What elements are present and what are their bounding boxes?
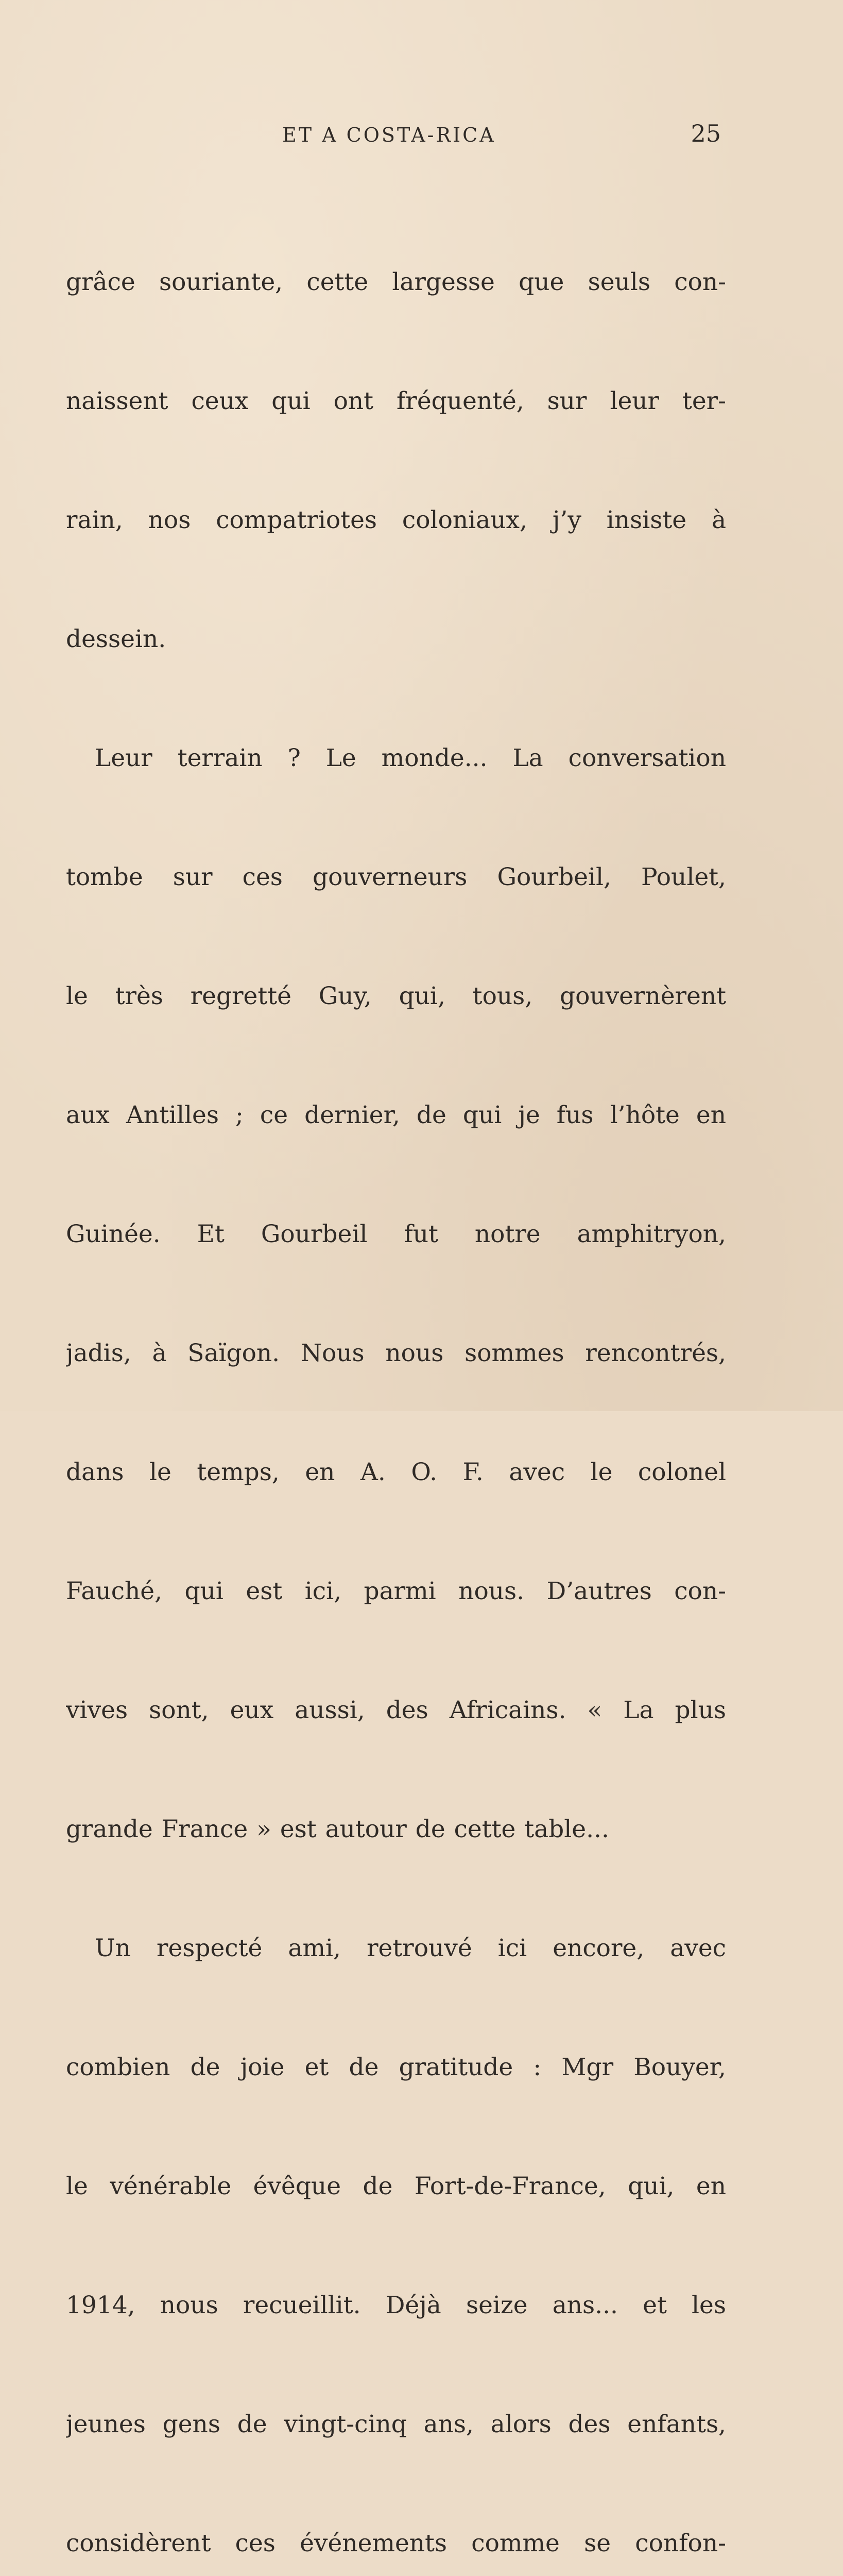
text-line: jeunes gens de vingt-cinq ans, alors des enfants, <box>66 2410 726 2438</box>
text-line: le très regretté Guy, qui, tous, gouvernèrent <box>66 982 726 1010</box>
text-line: grâce souriante, cette largesse que seuls con- <box>66 268 726 296</box>
text-line: jadis, à Saïgon. Nous nous sommes rencontrés, <box>66 1339 726 1367</box>
text-line: Un respecté ami, retrouvé ici encore, avec <box>95 1934 726 1962</box>
page-number: 25 <box>691 120 721 147</box>
text-line: dans le temps, en A. O. F. avec le colonel <box>66 1458 726 1486</box>
text-line: dessein. <box>66 625 166 653</box>
text-line: le vénérable évêque de Fort-de-France, qui, en <box>66 2172 726 2200</box>
body-text <box>66 183 726 2576</box>
text-line: combien de joie et de gratitude : Mgr Bouyer, <box>66 2053 726 2081</box>
text-line: naissent ceux qui ont fréquenté, sur leur ter- <box>66 387 726 415</box>
running-head: ET A COSTA-RICA <box>282 124 496 146</box>
text-line: Leur terrain ? Le monde... La conversation <box>95 744 726 772</box>
text-line: rain, nos compatriotes coloniaux, j’y insiste à <box>66 506 726 534</box>
text-line: considèrent ces événements comme se confon- <box>66 2529 726 2557</box>
text-line: grande France » est autour de cette table... <box>66 1815 609 1843</box>
text-line: vives sont, eux aussi, des Africains. « La plus <box>66 1696 726 1724</box>
text-line: aux Antilles ; ce dernier, de qui je fus l’hôte en <box>66 1101 726 1129</box>
text-line: Guinée. Et Gourbeil fut notre amphitryon, <box>66 1220 726 1248</box>
page-header <box>66 120 726 150</box>
text-line: Fauché, qui est ici, parmi nous. D’autres con- <box>66 1577 726 1605</box>
text-line: tombe sur ces gouverneurs Gourbeil, Poulet, <box>66 863 726 891</box>
text-line: 1914, nous recueillit. Déjà seize ans... et les <box>66 2291 726 2319</box>
